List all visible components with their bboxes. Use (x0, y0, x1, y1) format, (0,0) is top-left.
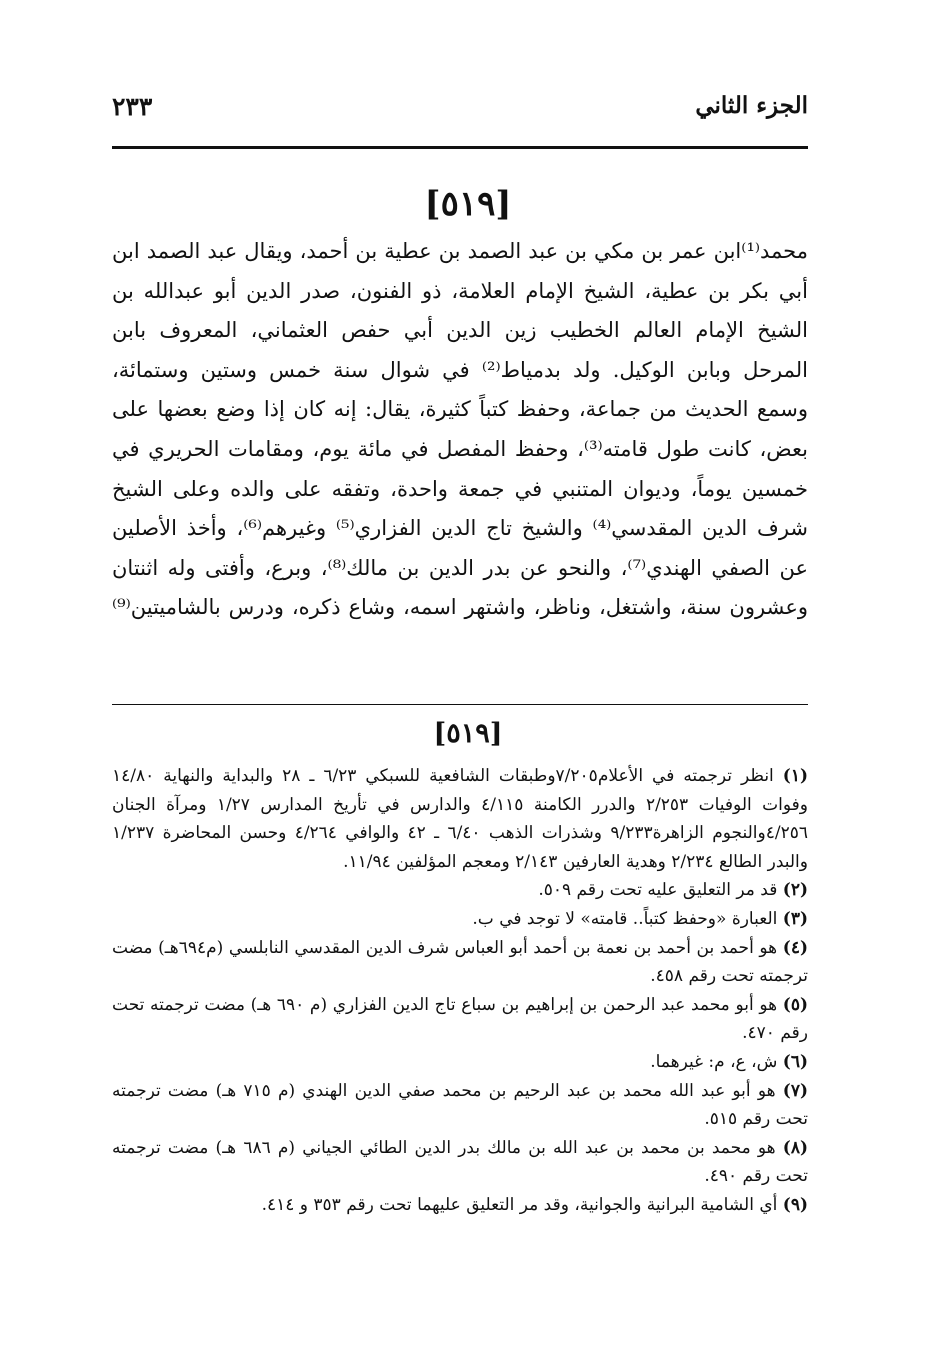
footnote-number: (٥) (782, 994, 809, 1015)
footnote-9 (112, 1191, 808, 1220)
page-number: ٢٣٣ (112, 92, 153, 121)
footnote-text: انظر ترجمته في الأعلام٧/٢٠٥وطبقات الشافعية للسبكي ٦/٢٣ ـ ٢٨ والبداية والنهاية ١٤/٨٠ وفوات الوفيات ٢/٢٥٣ والدرر الكامنة ٤/١١٥ والدارس في تأريخ المدارس ١/٢٧ ومرآة الجنان ٤/٢٥٦والنجوم الزاهرة٩/٢٣٣ وشذرات الذهب ٦/٤٠ ـ ٤٢ والوافي ٤/٢٦٤ وحسن المحاضرة ١/٢٣٧ والبدر الطالع ٢/٢٣٤ وهدية العارفين ٢/١٤٣ ومعجم المؤلفين ١١/٩٤. (112, 766, 808, 872)
part-title: الجزء الثاني (695, 92, 808, 119)
footnote-number: (٦) (782, 1051, 808, 1072)
footnote-number: (٢) (782, 880, 808, 901)
footnote-number: (١) (782, 766, 809, 786)
footnote-7 (112, 1077, 808, 1134)
footnote-number: (٣) (782, 908, 808, 929)
footnote-text: العبارة «وحفظ كتباً.. قامته» لا توجد في ب. (472, 908, 778, 929)
entry-number: [٥١٩] (424, 184, 512, 224)
footnote-1 (112, 762, 808, 876)
footnote-text: هو أبو عبد الله محمد بن عبد الرحيم بن محمد صفي الدين الهندي (م ٧١٥ هـ) مضت ترجمته تحت رقم ٥١٥. (112, 1080, 808, 1130)
footnote-text: هو أحمد بن أحمد بن نعمة بن أحمد أبو العباس شرف الدين المقدسي النابلسي (م٦٩٤هـ) مضت ترجمته تحت رقم ٤٥٨. (112, 937, 808, 987)
footnote-rule (112, 704, 808, 705)
footnote-number: (٧) (782, 1080, 808, 1101)
footnote-4 (112, 934, 808, 991)
footnote-number: (٨) (782, 1137, 809, 1158)
header-rule (112, 146, 808, 149)
footnote-text: هو أبو محمد عبد الرحمن بن إبراهيم بن سباع تاج الدين الفزاري (م ٦٩٠ هـ) مضت ترجمته تحت رقم ٤٧٠. (112, 994, 808, 1044)
entry-paragraph: محمد⁽¹⁾ابن عمر بن مكي بن عبد الصمد بن عطية بن أحمد، ويقال عبد الصمد ابن أبي بكر بن عطية، الشيخ الإمام العلامة، ذو الفنون، صدر الدين أبو عبدالله بن الشيخ الإمام العالم الخطيب زين الدين أبي حفص العثماني، المعروف بابن المرحل وبابن الوكيل. ولد بدمياط⁽²⁾ في شوال سنة خمس وستين وستمائة، وسمع الحديث من جماعة، وحفظ كتباً كثيرة، يقال: إنه كان إذا وضع بعضها على بعض، كانت طول قامته⁽³⁾، وحفظ المفصل في مائة يوم، ومقامات الحريري في خمسين يوماً، وديوان المتنبي في جمعة واحدة، وتفقه على والده وعلى الشيخ شرف الدين المقدسي⁽⁴⁾ والشيخ تاج الدين الفزاري⁽⁵⁾ وغيرهم⁽⁶⁾، وأخذ الأصلين عن الصفي الهندي⁽⁷⁾، والنحو عن بدر الدين بن مالك⁽⁸⁾، وبرع، وأفتى وله اثنتان وعشرون سنة، واشتغل، وناظر، واشتهر اسمه، وشاع ذكره، ودرس بالشاميتين⁽⁹⁾ (112, 239, 809, 620)
footnote-number: (٤) (782, 937, 809, 958)
entry-body (112, 232, 808, 628)
footnote-text: ش، ع، م: غيرهما. (650, 1051, 778, 1072)
footnote-3 (112, 905, 808, 934)
footnote-8 (112, 1134, 808, 1191)
footnote-2 (112, 876, 808, 905)
footnote-text: أي الشامية البرانية والجوانية، وقد مر التعليق عليهما تحت رقم ٣٥٣ و ٤١٤. (261, 1194, 778, 1215)
footnote-number: (٩) (782, 1194, 808, 1215)
footnote-text: قد مر التعليق عليه تحت رقم ٥٠٩. (538, 880, 778, 901)
footnotes-list (112, 762, 808, 1220)
footnote-6 (112, 1048, 808, 1077)
footnote-5 (112, 991, 808, 1048)
running-header (112, 92, 808, 132)
footnote-text: هو محمد بن محمد بن عبد الله بن مالك بدر الدين الطائي الجياني (م ٦٨٦ هـ) مضت ترجمته تحت رقم ٤٩٠. (112, 1137, 808, 1187)
footnotes-heading: [٥١٩] (433, 718, 503, 749)
